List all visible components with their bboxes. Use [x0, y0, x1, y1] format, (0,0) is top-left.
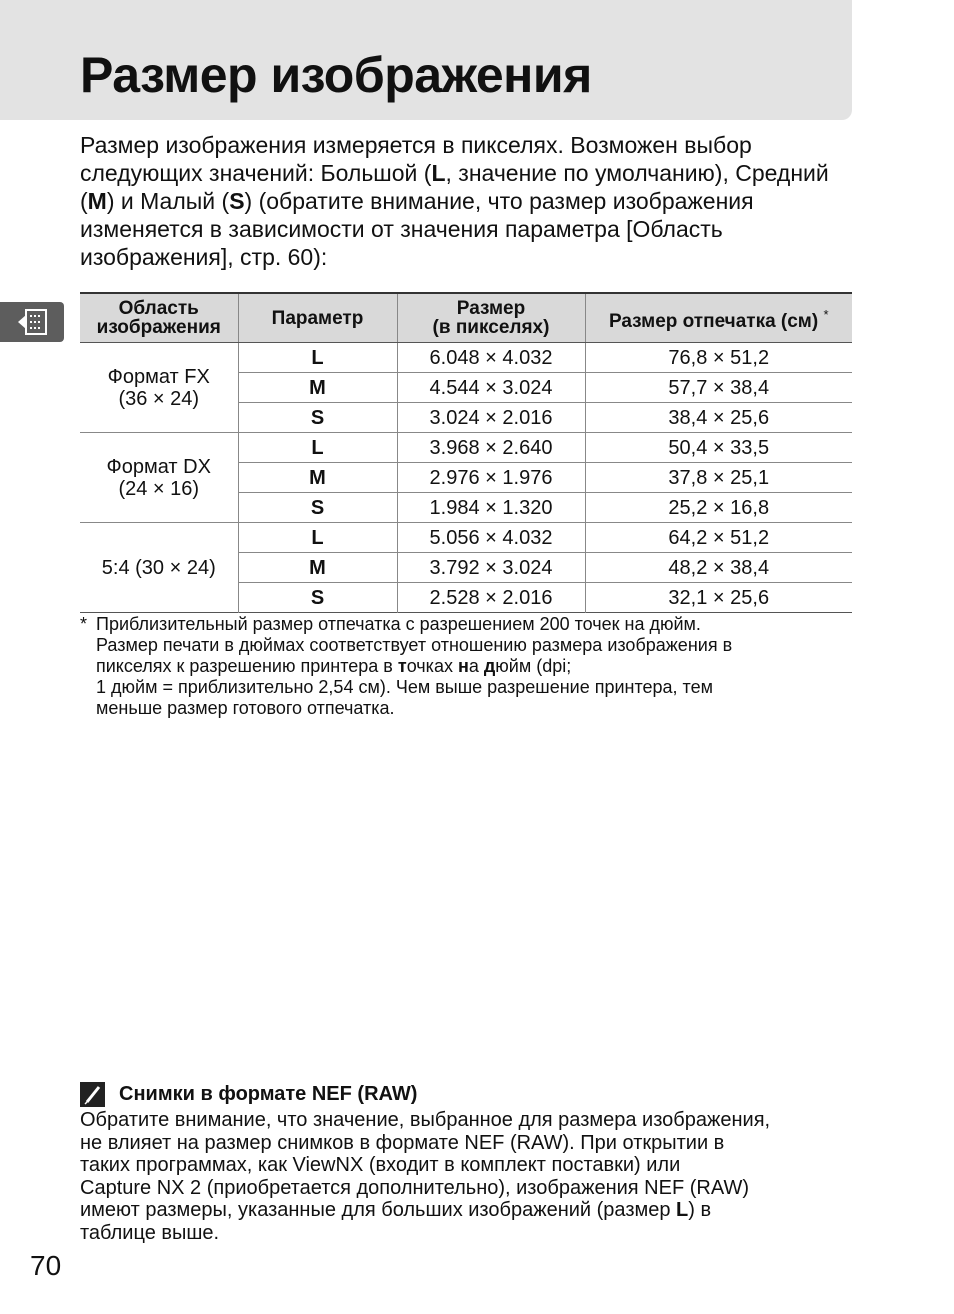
param-cell: S	[238, 583, 397, 613]
param-cell: S	[238, 403, 397, 433]
footnote-line: 1 дюйм = приблизительно 2,54 см). Чем выше разрешение принтера, тем	[96, 677, 713, 697]
note-title: Снимки в формате NEF (RAW)	[119, 1082, 418, 1105]
footnote-line: Приблизительный размер отпечатка с разрешением 200 точек на дюйм.	[96, 614, 701, 634]
pixels-cell: 5.056 × 4.032	[397, 523, 585, 553]
page-number: 70	[30, 1250, 62, 1281]
nef-raw-note	[80, 1081, 860, 1244]
print-cell: 38,4 × 25,6	[585, 403, 852, 433]
footnote-mark: *	[80, 614, 88, 634]
intro-paragraph	[80, 131, 840, 271]
footnote-line: Размер печати в дюймах соответствует отношению размера изображения в	[96, 635, 733, 655]
table-group-dx	[80, 433, 852, 523]
note-body	[80, 1109, 860, 1244]
pixels-cell: 3.792 × 3.024	[397, 553, 585, 583]
footnote-line: пикселях к разрешению принтера в точках на дюйм (dpi;	[96, 656, 572, 676]
intro-text-4: ) (обратите внимание, что размер изображения изменяется в зависимости от значения параметра [Область изображения], стр. 60):	[80, 188, 754, 270]
param-cell: L	[238, 343, 397, 373]
header-print-mark: *	[823, 307, 829, 322]
note-line: Обратите внимание, что значение, выбранное для размера изображения,	[80, 1109, 771, 1131]
header-print: Размер отпечатка (см) *	[585, 293, 852, 343]
note-line: Capture NX 2 (приобретается дополнительно), изображения NEF (RAW)	[80, 1176, 749, 1199]
param-cell: M	[238, 553, 397, 583]
note-line: таких программах, как ViewNX (входит в комплект поставки) или	[80, 1154, 681, 1176]
intro-code-m: M	[87, 188, 107, 214]
print-cell: 57,7 × 38,4	[585, 373, 852, 403]
table-row	[80, 433, 852, 463]
shooting-menu-icon	[16, 308, 50, 336]
page-title: Размер изображения	[80, 47, 592, 103]
table-group-54	[80, 523, 852, 613]
area-cell: Формат DX (24 × 16)	[80, 433, 238, 523]
area-cell: 5:4 (30 × 24)	[80, 523, 238, 613]
note-line: имеют размеры, указанные для больших изображений (размер L) в	[80, 1199, 712, 1221]
pixels-cell: 4.544 × 3.024	[397, 373, 585, 403]
intro-text-1: Размер изображения измеряется в пикселях. Возможен выбор следующих значений: Большой (	[80, 132, 752, 186]
print-cell: 37,8 × 25,1	[585, 463, 852, 493]
image-size-table	[80, 292, 852, 613]
header-area: Область изображения	[80, 293, 238, 343]
note-header	[80, 1081, 860, 1107]
print-cell: 50,4 × 33,5	[585, 433, 852, 463]
intro-code-l: L	[431, 160, 446, 186]
param-cell: M	[238, 373, 397, 403]
header-pixels: Размер (в пикселях)	[397, 293, 585, 343]
note-line: таблице выше.	[80, 1221, 220, 1244]
intro-text-2: , значение по умолчанию), Средний (	[80, 160, 829, 214]
intro-code-s: S	[229, 188, 245, 214]
table-group-fx	[80, 343, 852, 433]
area-cell: Формат FX (36 × 24)	[80, 343, 238, 433]
table-footnote	[80, 614, 850, 719]
pixels-cell: 1.984 × 1.320	[397, 493, 585, 523]
print-cell: 32,1 × 25,6	[585, 583, 852, 613]
param-cell: S	[238, 493, 397, 523]
shooting-menu-tab	[0, 302, 64, 342]
print-cell: 48,2 × 38,4	[585, 553, 852, 583]
pixels-cell: 2.528 × 2.016	[397, 583, 585, 613]
pixels-cell: 3.024 × 2.016	[397, 403, 585, 433]
print-cell: 25,2 × 16,8	[585, 493, 852, 523]
param-cell: L	[238, 433, 397, 463]
note-line: не влияет на размер снимков в формате NEF (RAW). При открытии в	[80, 1131, 725, 1154]
print-cell: 64,2 × 51,2	[585, 523, 852, 553]
pixels-cell: 2.976 × 1.976	[397, 463, 585, 493]
table-header-row	[80, 293, 852, 343]
print-cell: 76,8 × 51,2	[585, 343, 852, 373]
param-cell: L	[238, 523, 397, 553]
pixels-cell: 3.968 × 2.640	[397, 433, 585, 463]
note-pencil-icon	[80, 1082, 105, 1107]
table-row	[80, 343, 852, 373]
table-row	[80, 523, 852, 553]
intro-text-3: ) и Малый (	[106, 188, 230, 214]
param-cell: M	[238, 463, 397, 493]
header-param: Параметр	[238, 293, 397, 343]
footnote-line: меньше размер готового отпечатка.	[96, 698, 395, 718]
pixels-cell: 6.048 × 4.032	[397, 343, 585, 373]
